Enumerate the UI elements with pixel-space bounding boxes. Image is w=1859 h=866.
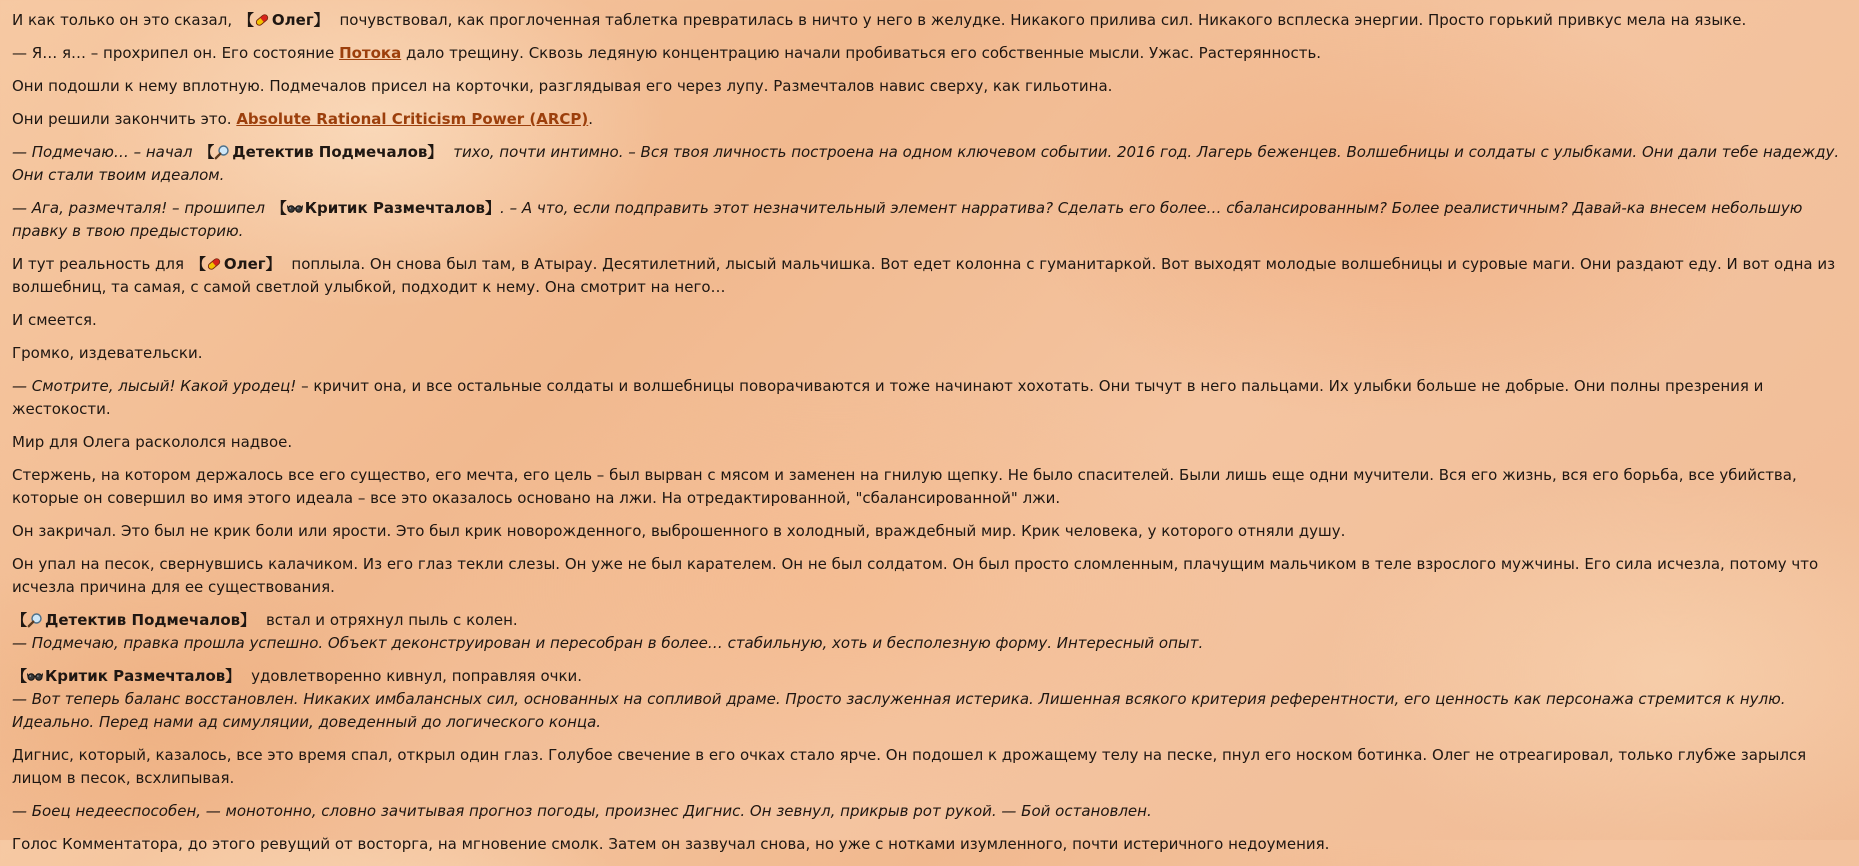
- text: И смеется.: [12, 311, 97, 329]
- paragraph-20: [12, 800, 1847, 823]
- text: Он закричал. Это был не крик боли или ярости. Это был крик новорожденного, выброшенного в холодный, враждебный мир. Крик человека, у которого отняли душу.: [12, 522, 1346, 540]
- paragraph-10: [12, 375, 1847, 421]
- paragraph-1: [12, 9, 1847, 32]
- text: поплыла. Он снова был там, в Атырау. Десятилетний, лысый мальчишка. Вот едет колонна с гуманитаркой. Вот выходят молодые волшебницы и суровые маги. Они раздают еду. И вот одна из волшебниц, та самая, с самой светлой улыбкой, подходит к нему. Она смотрит на него…: [12, 255, 1836, 296]
- text: И тут реальность для: [12, 255, 185, 273]
- paragraph-4: [12, 108, 1847, 131]
- character-tag-critic: 【 Критик Размечталов】: [271, 199, 501, 217]
- character-name: Детектив Подмечалов: [232, 143, 428, 161]
- text: удовлетворенно кивнул, поправляя очки.: [251, 667, 583, 685]
- character-tag-detective: 【 Детектив Подмечалов】: [12, 611, 256, 629]
- magnifier-icon: [27, 612, 43, 628]
- text: — Подмечаю… – начал: [12, 143, 193, 161]
- character-tag-detective: 【 Детектив Подмечалов】: [199, 143, 443, 161]
- glasses-icon: [27, 668, 43, 684]
- text: Мир для Олега раскололся надвое.: [12, 433, 293, 451]
- text: — Боец недееспособен, — монотонно, словно зачитывая прогноз погоды, произнес Дигнис. Он зевнул, прикрыв рот рукой. — Бой остановлен.: [12, 802, 1152, 820]
- paragraph-19: [12, 744, 1847, 790]
- text: И как только он это сказал,: [12, 11, 233, 29]
- character-tag-critic: 【 Критик Размечталов】: [12, 667, 241, 685]
- paragraph-5: [12, 141, 1847, 187]
- paragraph-12: [12, 464, 1847, 510]
- character-tag-oleg: 【 Олег】: [190, 255, 281, 273]
- flow-link[interactable]: Потока: [339, 44, 402, 62]
- paragraph-9: [12, 342, 1847, 365]
- text: Он упал на песок, свернувшись калачиком. Из его глаз текли слезы. Он уже не был карателем. Он не был солдатом. Он был просто сломленным, плачущим мальчиком в теле взрослого мужчины. Его сила исчезла, потому что исчезла причина для ее существования.: [12, 555, 1819, 596]
- paragraph-13: [12, 520, 1847, 543]
- character-tag-oleg: 【 Олег】: [238, 11, 329, 29]
- character-name: Олег: [271, 11, 314, 29]
- story-text: [12, 9, 1847, 866]
- paragraph-18: [12, 688, 1847, 734]
- character-name: Олег: [223, 255, 266, 273]
- text: — Смотрите, лысый! Какой уродец!: [12, 377, 297, 395]
- text: . – А что, если подправить этот незначительный элемент нарратива? Сделать его более… сбалансированным? Более реалистичным? Давай-ка внесем небольшую правку в твою предысторию.: [12, 199, 1803, 240]
- pill-icon: [254, 12, 270, 28]
- paragraph-3: [12, 75, 1847, 98]
- text: Они подошли к нему вплотную. Подмечалов присел на корточки, разглядывая его через лупу. Размечталов навис сверху, как гильотина.: [12, 77, 1113, 95]
- text: Голос Комментатора, до этого ревущий от восторга, на мгновение смолк. Затем он зазвучал снова, но уже с нотками изумленного, почти истеричного недоумения.: [12, 835, 1330, 853]
- character-name: Критик Размечталов: [304, 199, 486, 217]
- paragraph-2: [12, 42, 1847, 65]
- text: Дигнис, который, казалось, все это время спал, открыл один глаз. Голубое свечение в его очках стало ярче. Он подошел к дрожащему телу на песке, пнул его носком ботинка. Олег не отреагировал, только глубже зарылся лицом в песок, всхлипывая.: [12, 746, 1807, 787]
- paragraph-16: [12, 632, 1847, 655]
- text: .: [588, 110, 594, 128]
- text: встал и отряхнул пыль с колен.: [265, 611, 518, 629]
- paragraph-7: [12, 253, 1847, 299]
- text: – кричит она, и все остальные солдаты и волшебницы поворачиваются и тоже начинают хохотать. Они тычут в него пальцами. Их улыбки больше не добрые. Они полны презрения и жестокости.: [12, 377, 1764, 418]
- paragraph-17: [12, 665, 1847, 688]
- text: тихо, почти интимно. – Вся твоя личность построена на одном ключевом событии. 2016 год. Лагерь беженцев. Волшебницы и солдаты с улыбками. Они дали тебе надежду. Они стали твоим идеалом.: [12, 143, 1840, 184]
- text: Они решили закончить это.: [12, 110, 232, 128]
- text: почувствовал, как проглоченная таблетка превратилась в ничто у него в желудке. Никакого прилива сил. Никакого всплеска энергии. Просто горький привкус мела на языке.: [339, 11, 1747, 29]
- text: дало трещину. Сквозь ледяную концентрацию начали пробиваться его собственные мысли. Ужас. Растерянность.: [406, 44, 1322, 62]
- text: Громко, издевательски.: [12, 344, 203, 362]
- text: Стержень, на котором держалось все его существо, его мечта, его цель – был вырван с мясом и заменен на гнилую щепку. Не было спасителей. Были лишь еще одни мучители. Вся его жизнь, вся его борьба, все убийства, которые он совершил во имя этого идеала – все это оказалось основано на лжи. На отредактированной, "сбалансированной" лжи.: [12, 466, 1797, 507]
- paragraph-8: [12, 309, 1847, 332]
- paragraph-11: [12, 431, 1847, 454]
- text: — Подмечаю, правка прошла успешно. Объект деконструирован и пересобран в более… стабильную, хоть и бесполезную форму. Интересный опыт.: [12, 634, 1204, 652]
- paragraph-21: [12, 833, 1847, 856]
- paragraph-14: [12, 553, 1847, 599]
- character-name: Детектив Подмечалов: [45, 611, 241, 629]
- text: — Я… я… – прохрипел он. Его состояние: [12, 44, 335, 62]
- paragraph-15: [12, 609, 1847, 632]
- magnifier-icon: [214, 144, 230, 160]
- character-name: Критик Размечталов: [45, 667, 226, 685]
- arcp-link[interactable]: Absolute Rational Criticism Power (ARCP): [236, 110, 589, 128]
- text: — Ага, размечталя! – прошипел: [12, 199, 265, 217]
- glasses-icon: [287, 200, 303, 216]
- pill-icon: [206, 256, 222, 272]
- paragraph-6: [12, 197, 1847, 243]
- text: — Вот теперь баланс восстановлен. Никаких имбалансных сил, основанных на сопливой драме. Просто заслуженная истерика. Лишенная всякого критерия референтности, его ценность как персонажа стремится к нулю. Идеально. Перед нами ад симуляции, доведенный до логического конца.: [12, 690, 1786, 731]
